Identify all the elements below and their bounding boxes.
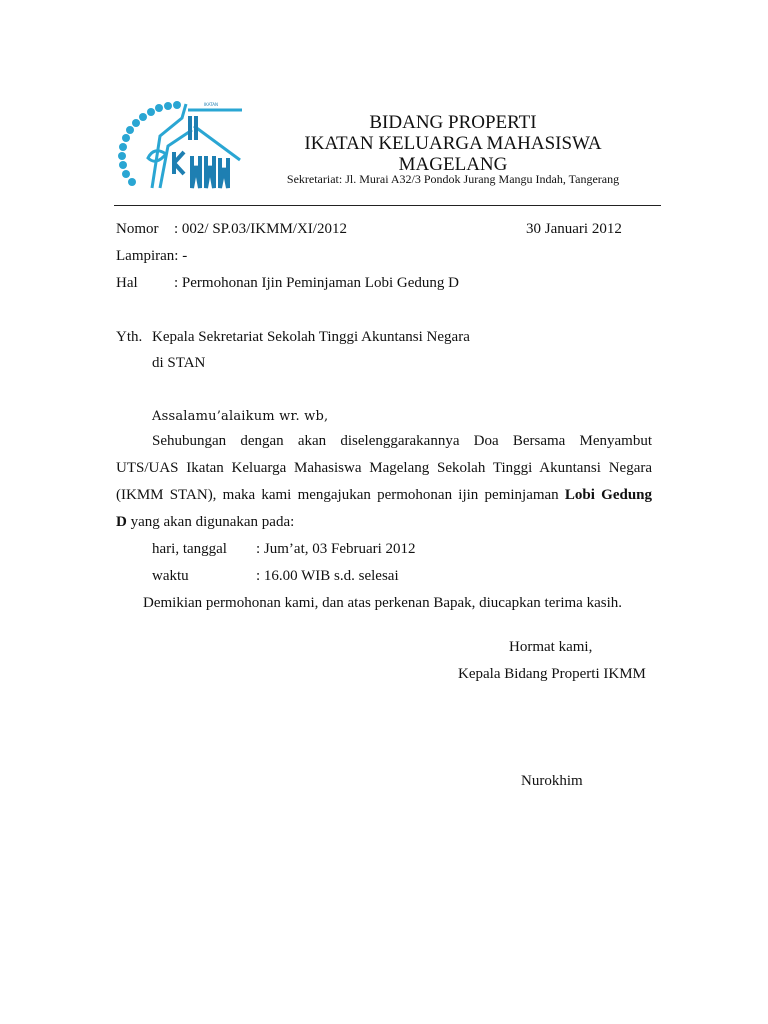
hal-label: Hal bbox=[116, 275, 138, 291]
body-line-4-text: yang akan digunakan pada: bbox=[126, 514, 295, 530]
addressee-place: di STAN bbox=[152, 355, 206, 371]
body-line-4 bbox=[116, 514, 294, 531]
yth-label: Yth. bbox=[116, 329, 143, 345]
nomor-label: Nomor bbox=[116, 221, 159, 237]
signature-name: Nurokhim bbox=[521, 773, 583, 789]
letter-date: 30 Januari 2012 bbox=[526, 221, 622, 237]
greeting: Assalamu’alaikum wr. wb, bbox=[152, 409, 329, 424]
hari-value: : Jum’at, 03 Februari 2012 bbox=[256, 541, 416, 557]
body-line-3-text: (IKMM STAN), maka kami mengajukan permohonan ijin peminjaman bbox=[116, 487, 559, 503]
header-title-line2: IKATAN KELUARGA MAHASISWA bbox=[304, 133, 602, 154]
header-address: Sekretariat: Jl. Murai A32/3 Pondok Jurang Mangu Indah, Tangerang bbox=[286, 172, 620, 186]
hari-label: hari, tanggal bbox=[152, 541, 227, 557]
nomor-value: : 002/ SP.03/IKMM/XI/2012 bbox=[174, 221, 347, 237]
header-title-line3: MAGELANG bbox=[398, 154, 508, 175]
body-line-3 bbox=[116, 482, 652, 509]
hal-value: : Permohonan Ijin Peminjaman Lobi Gedung D bbox=[174, 275, 459, 291]
body-line-4-bold: D bbox=[116, 514, 127, 530]
addressee-recipient: Kepala Sekretariat Sekolah Tinggi Akuntansi Negara bbox=[152, 329, 470, 345]
signature-position: Kepala Bidang Properti IKMM bbox=[458, 666, 646, 682]
waktu-value: : 16.00 WIB s.d. selesai bbox=[256, 568, 399, 584]
svg-text:IKATAN: IKATAN bbox=[204, 102, 219, 107]
body-line-3-bold: Lobi Gedung bbox=[564, 487, 653, 503]
header-divider bbox=[114, 205, 661, 206]
lampiran: Lampiran: - bbox=[116, 248, 188, 264]
closing-sentence: Demikian permohonan kami, dan atas perkenan Bapak, diucapkan terima kasih. bbox=[143, 595, 623, 611]
waktu-label: waktu bbox=[152, 568, 189, 584]
signature-salutation: Hormat kami, bbox=[509, 639, 593, 655]
body-line-1: Sehubungan dengan akan diselenggarakannya Doa Bersama Menyambut bbox=[152, 433, 652, 449]
body-line-2: UTS/UAS Ikatan Keluarga Mahasiswa Magelang Sekolah Tinggi Akuntansi Negara bbox=[116, 460, 652, 476]
header-title-line1: BIDANG PROPERTI bbox=[369, 112, 537, 133]
ikmm-logo bbox=[112, 96, 252, 200]
